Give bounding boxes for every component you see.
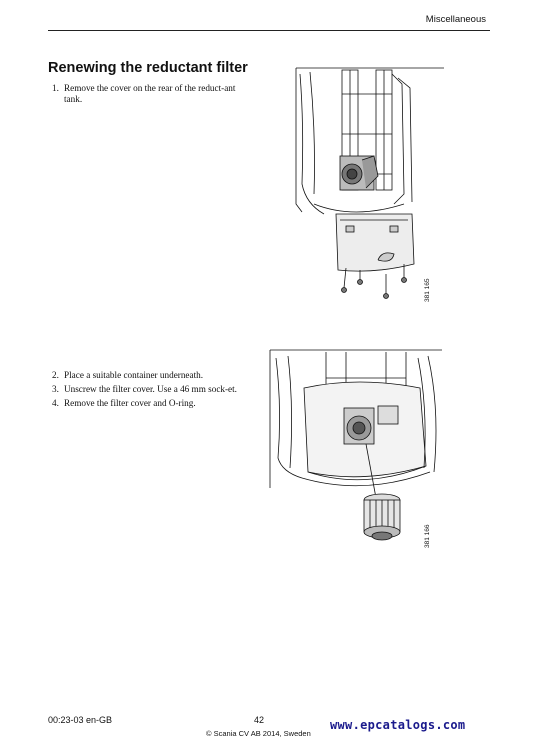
step-text: Unscrew the filter cover. Use a 46 mm sock-et. xyxy=(64,384,237,394)
header-title: Miscellaneous xyxy=(425,14,486,25)
step-text: Place a suitable container underneath. xyxy=(64,370,204,380)
step-text: Remove the filter cover and O-ring. xyxy=(64,398,196,408)
filter-cover-removal-illustration xyxy=(268,348,442,550)
step-item xyxy=(52,370,252,381)
reductant-tank-cover-illustration xyxy=(294,64,444,304)
page-number: 42 xyxy=(254,715,265,725)
figure-code: 381 165 xyxy=(424,278,431,302)
header-rule xyxy=(48,30,490,31)
step-item xyxy=(52,83,252,105)
step-item xyxy=(52,398,252,409)
step-item xyxy=(52,384,252,395)
step-number: 2. xyxy=(52,370,59,380)
steps-list-1 xyxy=(52,83,252,108)
step-number: 1. xyxy=(52,83,59,93)
steps-list-2 xyxy=(52,370,252,412)
step-number: 3. xyxy=(52,384,59,394)
step-text: Remove the cover on the rear of the reduct-ant tank. xyxy=(64,83,236,104)
section-title: Renewing the reductant filter xyxy=(48,60,248,76)
document-id: 00:23-03 en-GB xyxy=(48,715,113,725)
figure-code: 381 166 xyxy=(424,524,431,548)
step-number: 4. xyxy=(52,398,59,408)
copyright-notice: © Scania CV AB 2014, Sweden xyxy=(206,729,311,738)
watermark-url: www.epcatalogs.com xyxy=(330,718,466,732)
